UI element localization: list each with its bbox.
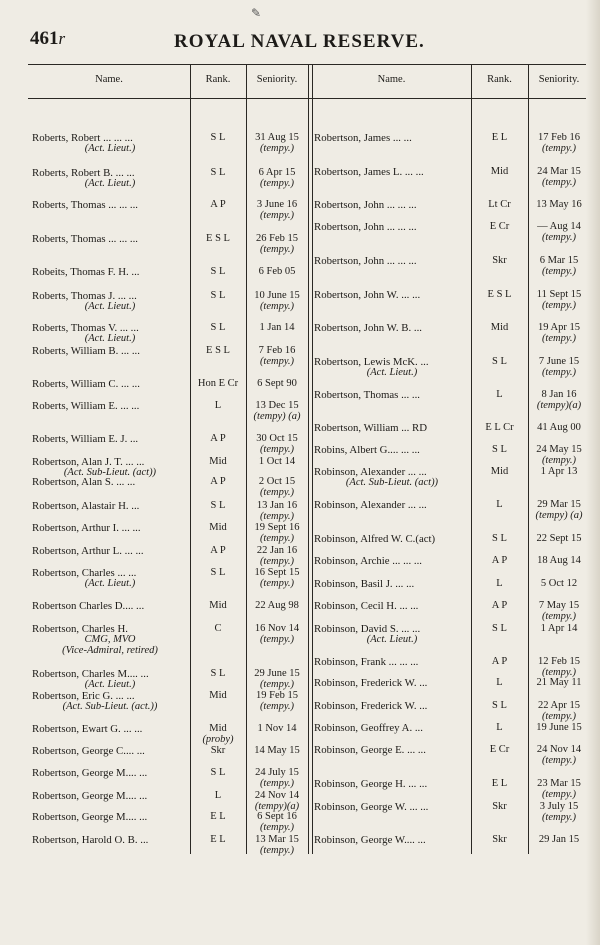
- entry-name: Roberts, William C. ... ...: [32, 378, 140, 390]
- entry-seniority-note: (tempy.): [259, 778, 295, 789]
- entry-name: Robinson, Frederick W. ...: [314, 700, 428, 712]
- entry-rank: Skr: [492, 801, 507, 812]
- entry-seniority: 3 July 15: [539, 801, 579, 812]
- entry-rank: S L: [210, 500, 226, 511]
- entry-rank: E L: [210, 834, 226, 845]
- entry-seniority: 17 Feb 16: [538, 132, 580, 143]
- entry-seniority: 7 May 15: [538, 600, 580, 611]
- entry-name: Robertson, Eric G. ... ...: [32, 690, 135, 702]
- entry-seniority: — Aug 14: [537, 221, 581, 232]
- entry-seniority: 2 Oct 15: [258, 476, 296, 487]
- entry-name: Robinson, George H. ... ...: [314, 778, 428, 790]
- entry-rank: S L: [492, 444, 507, 455]
- entry-appointment: (Act. Sub-Lieut. (act)): [345, 477, 439, 488]
- entry-rank: L: [214, 400, 222, 411]
- entry-rank: S L: [210, 322, 226, 333]
- entry-seniority-note: (tempy.): [259, 244, 295, 255]
- entry-seniority: 6 Sept 16: [257, 811, 297, 822]
- entry-rank: Skr: [492, 834, 507, 845]
- entry-seniority: 10 June 15: [254, 290, 300, 301]
- entry-seniority: 1 Jan 14: [259, 322, 295, 333]
- column-divider: [312, 64, 313, 854]
- entry-name: Robertson, John ... ... ...: [314, 221, 417, 233]
- entry-name: Robinson, Basil J. ... ...: [314, 578, 415, 590]
- entry-name: Robertson Charles D.... ...: [32, 600, 145, 612]
- entry-seniority: 6 Mar 15: [539, 255, 579, 266]
- entry-rank: L: [496, 499, 503, 510]
- entry-seniority: 13 Jan 16: [256, 500, 298, 511]
- entry-name: Robertson, John W. B. ...: [314, 322, 422, 334]
- entry-rank: S L: [210, 290, 226, 301]
- entry-rank: Mid: [209, 522, 227, 533]
- entry-appointment: (Act. Sub-Lieut. (act)): [63, 467, 157, 478]
- entry-seniority: 29 June 15: [254, 668, 300, 679]
- entry-name: Robins, Albert G.... ... ...: [314, 444, 420, 456]
- entry-seniority-note: (tempy.): [259, 444, 295, 455]
- entry-seniority: 1 Nov 14: [257, 723, 297, 734]
- entry-appointment: (Act. Lieut.): [366, 634, 418, 645]
- entry-rank: L: [214, 790, 222, 801]
- header-rule-bottom: [28, 98, 592, 99]
- entry-name: Robertson, Alan S. ... ...: [32, 476, 136, 488]
- entry-seniority-note: (tempy.): [541, 333, 577, 344]
- entry-seniority: 5 Oct 12: [540, 578, 578, 589]
- entry-name: Robertson, Ewart G. ... ...: [32, 723, 143, 735]
- entry-rank: Mid: [490, 166, 509, 177]
- entry-name: Robertson, Arthur I. ... ...: [32, 522, 141, 534]
- entry-rank: E L Cr: [485, 422, 514, 433]
- entry-rank: E S L: [206, 233, 230, 244]
- entry-seniority: 19 June 15: [536, 722, 582, 733]
- entry-seniority: 19 Sept 16: [254, 522, 300, 533]
- entry-rank: A P: [210, 199, 226, 210]
- entry-seniority-note: (tempy.): [259, 487, 295, 498]
- entry-seniority-note: (tempy.): [541, 266, 577, 277]
- entry-name: Robertson, John ... ... ...: [314, 255, 417, 267]
- entry-seniority-note: (tempy.): [259, 511, 295, 522]
- entry-name: Robertson, Harold O. B. ...: [32, 834, 149, 846]
- entry-name: Robertson, George M.... ...: [32, 811, 148, 823]
- entry-seniority-note: (tempy.): [259, 679, 295, 690]
- entry-seniority-note: (tempy.): [259, 845, 295, 856]
- entry-name: Robertson, John W. ... ...: [314, 289, 421, 301]
- entry-seniority-note: (tempy) (a): [253, 411, 301, 422]
- entry-appointment: (Act. Lieut.): [84, 679, 136, 690]
- entry-seniority-note: (tempy.): [541, 232, 577, 243]
- entry-seniority-note: (tempy.): [541, 755, 577, 766]
- entry-name: Robinson, Alexander ... ...: [314, 466, 427, 478]
- entry-name: Robinson, George W. ... ...: [314, 801, 429, 813]
- entry-rank: Mid: [490, 466, 509, 477]
- entry-seniority: 41 Aug 00: [537, 422, 581, 433]
- entry-rank: E L: [491, 778, 508, 789]
- entry-rank: L: [496, 722, 503, 733]
- entry-seniority-note: (tempy) (a): [535, 510, 583, 521]
- entry-seniority-note: (tempy.): [259, 822, 295, 833]
- entry-rank: S L: [210, 132, 226, 143]
- entry-appointment: (Act. Lieut.): [84, 301, 136, 312]
- entry-seniority: 22 Apr 15: [538, 700, 580, 711]
- entry-seniority: 22 Jan 16: [256, 545, 298, 556]
- entry-seniority: 6 Sept 90: [257, 378, 297, 389]
- entry-rank: A P: [491, 555, 508, 566]
- entry-rank: S L: [492, 623, 507, 634]
- entry-name: Robinson, Archie ... ... ...: [314, 555, 422, 567]
- entry-seniority-note: (tempy.): [541, 812, 577, 823]
- entry-name: Robertson, James ... ...: [314, 132, 412, 144]
- entry-appointment: (Act. Lieut.): [84, 578, 136, 589]
- entry-rank: A P: [491, 600, 508, 611]
- column-header-seniority: Seniority.: [538, 74, 580, 85]
- entry-rank: A P: [210, 545, 226, 556]
- entry-rank: S L: [492, 700, 507, 711]
- entry-name: Robinson, David S. ... ...: [314, 623, 421, 635]
- header-rule-top: [28, 64, 592, 65]
- entry-rank: C: [214, 623, 222, 634]
- entry-seniority: 24 July 15: [255, 767, 299, 778]
- entry-name: Roberts, William E. ... ...: [32, 400, 140, 412]
- entry-seniority-note: (tempy.): [541, 789, 577, 800]
- entry-name: Roberts, Robert B. ... ...: [32, 167, 135, 179]
- entry-seniority: 7 June 15: [538, 356, 580, 367]
- entry-name: Robertson, Charles ... ...: [32, 567, 137, 579]
- entry-seniority: 1 Oct 14: [258, 456, 296, 467]
- entry-name: Roberts, Thomas ... ... ...: [32, 233, 138, 245]
- entry-seniority-note: (tempy.): [259, 178, 295, 189]
- entry-rank: Mid: [209, 600, 227, 611]
- column-divider: [308, 64, 309, 854]
- entry-appointment: (Vice-Admiral, retired): [62, 645, 158, 656]
- entry-name: Robinson, George W.... ...: [314, 834, 426, 846]
- entry-seniority-note: (tempy.): [259, 356, 295, 367]
- entry-seniority-note: (tempy.): [259, 634, 295, 645]
- entry-seniority-note: (tempy.): [259, 556, 295, 567]
- entry-rank: Hon E Cr: [197, 378, 239, 389]
- column-divider: [471, 64, 472, 854]
- entry-appointment: (Act. Lieut.): [366, 367, 418, 378]
- entry-name: Roberts, Robert ... ... ...: [32, 132, 133, 144]
- entry-seniority-note: (tempy.): [259, 301, 295, 312]
- entry-seniority: 14 May 15: [254, 745, 300, 756]
- entry-rank: E Cr: [489, 744, 510, 755]
- entry-seniority: 22 Aug 98: [255, 600, 299, 611]
- entry-seniority: 29 Jan 15: [538, 834, 580, 845]
- entry-rank: S L: [210, 266, 226, 277]
- entry-seniority: 16 Sept 15: [254, 567, 300, 578]
- entry-seniority-note: (tempy.): [259, 701, 295, 712]
- entry-name: Robertson, Alastair H. ...: [32, 500, 140, 512]
- entry-name: Robertson, George M.... ...: [32, 790, 148, 802]
- entry-seniority: 3 June 16: [256, 199, 298, 210]
- entry-rank: Mid: [209, 456, 227, 467]
- entry-rank: E S L: [487, 289, 512, 300]
- entry-rank-note: (proby): [202, 734, 234, 745]
- entry-name: Robeits, Thomas F. H. ...: [32, 266, 140, 278]
- entry-seniority-note: (tempy.): [541, 143, 577, 154]
- entry-seniority: 21 May 11: [536, 677, 582, 688]
- entry-rank: S L: [210, 668, 226, 679]
- entry-seniority-note: (tempy.): [541, 667, 577, 678]
- page-title: ROYAL NAVAL RESERVE.: [174, 31, 425, 52]
- entry-name: Roberts, William E. J. ...: [32, 433, 139, 445]
- entry-seniority: 19 Feb 15: [256, 690, 298, 701]
- column-header-rank: Rank.: [487, 74, 512, 85]
- entry-seniority-note: (tempy.): [259, 210, 295, 221]
- entry-rank: S L: [210, 167, 226, 178]
- entry-seniority: 1 Apr 14: [540, 623, 578, 634]
- entry-seniority: 26 Feb 15: [256, 233, 298, 244]
- entry-name: Robinson, Frederick W. ...: [314, 677, 428, 689]
- entry-name: Robinson, Alexander ... ...: [314, 499, 427, 511]
- entry-rank: A P: [210, 476, 226, 487]
- entry-seniority: 7 Feb 16: [258, 345, 296, 356]
- entry-name: Robertson, Charles H.: [32, 623, 128, 635]
- entry-name: Robertson, Alan J. T. ... ...: [32, 456, 145, 468]
- entry-rank: L: [496, 578, 503, 589]
- entry-rank: Mid: [490, 322, 509, 333]
- entry-seniority-note: (tempy.): [541, 177, 577, 188]
- entry-seniority: 13 Mar 15: [255, 834, 299, 845]
- entry-name: Robinson, Alfred W. C.(act): [314, 533, 436, 545]
- entry-rank: E L: [491, 132, 508, 143]
- entry-appointment: (Act. Sub-Lieut. (act.)): [62, 701, 158, 712]
- entry-seniority: 24 Nov 14: [254, 790, 300, 801]
- entry-seniority: 30 Oct 15: [256, 433, 298, 444]
- entry-appointment: (Act. Lieut.): [84, 143, 136, 154]
- entry-name: Robertson, John ... ... ...: [314, 199, 417, 211]
- entry-seniority: 13 Dec 15: [255, 400, 299, 411]
- entry-seniority-note: (tempy.): [259, 143, 295, 154]
- entry-name: Roberts, Thomas J. ... ...: [32, 290, 137, 302]
- page-mark: ✎: [251, 6, 262, 20]
- entry-seniority-note: (tempy.): [541, 711, 577, 722]
- entry-rank: E Cr: [489, 221, 510, 232]
- entry-rank: Skr: [492, 255, 507, 266]
- entry-name: Robertson, William ... RD: [314, 422, 428, 434]
- entry-name: Roberts, William B. ... ...: [32, 345, 140, 357]
- entry-seniority: 24 May 15: [536, 444, 582, 455]
- entry-seniority-note: (tempy.): [541, 455, 577, 466]
- entry-rank: S L: [492, 356, 507, 367]
- entry-seniority: 24 Mar 15: [537, 166, 581, 177]
- column-header-name: Name.: [377, 74, 406, 85]
- entry-seniority: 1 Apr 13: [540, 466, 578, 477]
- entry-rank: Skr: [210, 745, 226, 756]
- entry-rank: S L: [210, 767, 226, 778]
- entry-seniority-note: (tempy.): [259, 533, 295, 544]
- entry-seniority-note: (tempy.): [259, 578, 295, 589]
- entry-rank: A P: [491, 656, 508, 667]
- entry-rank: Mid: [209, 690, 227, 701]
- entry-seniority: 8 Jan 16: [541, 389, 577, 400]
- entry-seniority: 6 Apr 15: [258, 167, 296, 178]
- page-number: 461r: [30, 28, 66, 49]
- entry-name: Robinson, George E. ... ...: [314, 744, 426, 756]
- entry-rank: E S L: [206, 345, 230, 356]
- entry-name: Robinson, Cecil H. ... ...: [314, 600, 419, 612]
- entry-rank: A P: [210, 433, 226, 444]
- entry-rank: Lt Cr: [488, 199, 511, 210]
- entry-seniority: 24 Nov 14: [536, 744, 582, 755]
- entry-seniority: 31 Aug 15: [255, 132, 299, 143]
- entry-seniority: 13 May 16: [536, 199, 582, 210]
- entry-seniority: 12 Feb 15: [538, 656, 580, 667]
- entry-name: Robertson, Charles M.... ...: [32, 668, 149, 680]
- entry-appointment: (Act. Lieut.): [84, 333, 136, 344]
- page-edge: [586, 0, 600, 945]
- entry-seniority-note: (tempy.): [541, 611, 577, 622]
- entry-seniority-note: (tempy.): [541, 300, 577, 311]
- entry-rank: Mid: [209, 723, 227, 734]
- entry-name: Robertson, Arthur L. ... ...: [32, 545, 144, 557]
- entry-name: Robertson, George M.... ...: [32, 767, 148, 779]
- entry-seniority-note: (tempy)(a): [254, 801, 300, 812]
- entry-seniority: 22 Sept 15: [536, 533, 582, 544]
- entry-name: Robertson, Lewis McK. ...: [314, 356, 429, 368]
- entry-name: Roberts, Thomas ... ... ...: [32, 199, 138, 211]
- column-header-seniority: Seniority.: [256, 74, 298, 85]
- entry-name: Robinson, Geoffrey A. ...: [314, 722, 423, 734]
- entry-name: Robinson, Frank ... ... ...: [314, 656, 419, 668]
- entry-appointment: CMG, MVO: [84, 634, 136, 645]
- entry-name: Robertson, George C.... ...: [32, 745, 145, 757]
- entry-name: Robertson, James L. ... ...: [314, 166, 424, 178]
- entry-seniority: 6 Feb 05: [258, 266, 296, 277]
- entry-seniority: 11 Sept 15: [536, 289, 582, 300]
- entry-name: Roberts, Thomas V. ... ...: [32, 322, 139, 334]
- entry-appointment: (Act. Lieut.): [84, 178, 136, 189]
- entry-seniority: 29 Mar 15: [537, 499, 581, 510]
- entry-rank: S L: [210, 567, 226, 578]
- entry-seniority: 23 Mar 15: [537, 778, 581, 789]
- entry-rank: S L: [492, 533, 507, 544]
- column-header-name: Name.: [95, 74, 123, 85]
- entry-rank: L: [496, 389, 503, 400]
- entry-seniority: 19 Apr 15: [538, 322, 580, 333]
- entry-name: Robertson, Thomas ... ...: [314, 389, 420, 401]
- entry-seniority-note: (tempy.): [541, 367, 577, 378]
- entry-seniority-note: (tempy)(a): [536, 400, 582, 411]
- entry-rank: L: [496, 677, 503, 688]
- column-header-rank: Rank.: [205, 74, 231, 85]
- entry-rank: E L: [210, 811, 226, 822]
- entry-seniority: 18 Aug 14: [537, 555, 581, 566]
- entry-seniority: 16 Nov 14: [254, 623, 300, 634]
